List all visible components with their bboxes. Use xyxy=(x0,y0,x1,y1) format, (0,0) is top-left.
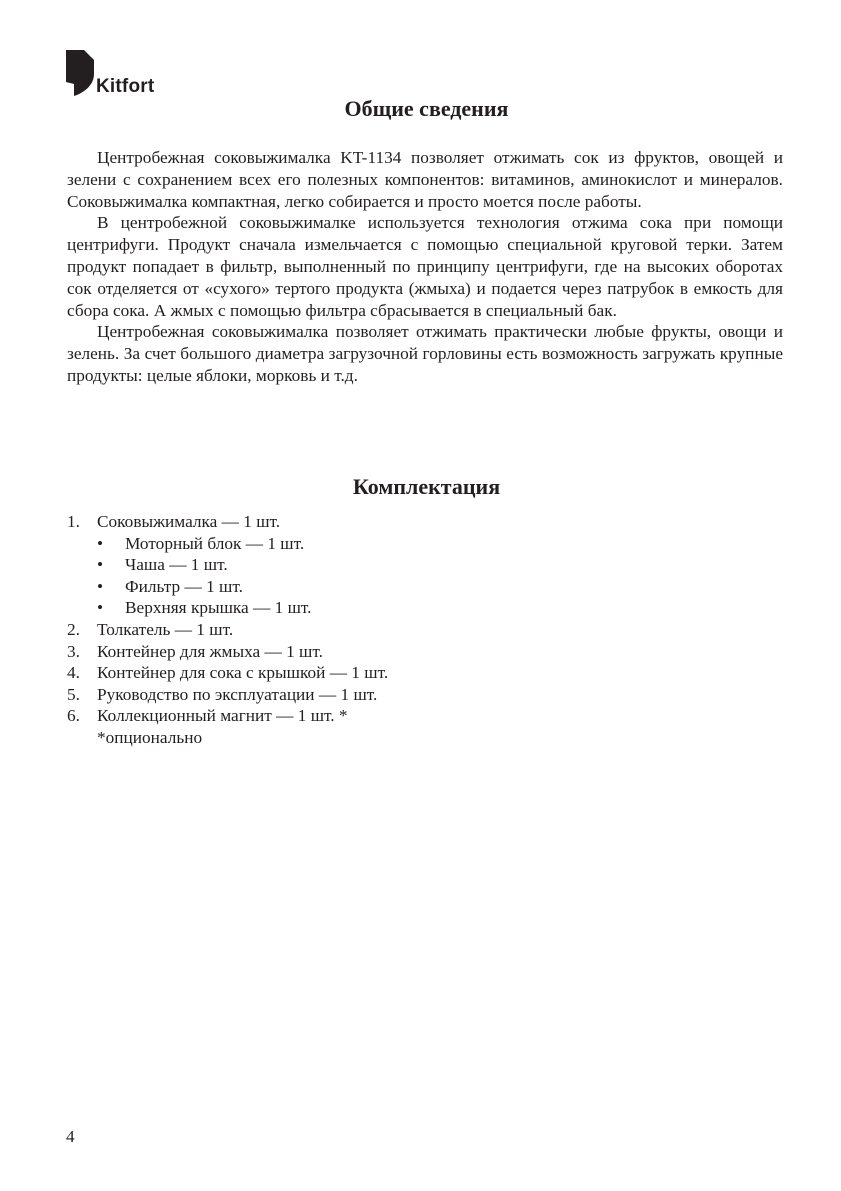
page-number: 4 xyxy=(66,1127,75,1146)
general-info-text xyxy=(67,147,783,387)
paragraph: Центробежная соковыжималка KT-1134 позволяет отжимать сок из фруктов, овощей и зелени с сохранением всех его полезных компонентов: витаминов, аминокислот и минералов. Соковыжималка компактная, легко собирается и просто моется после работы. xyxy=(67,148,783,211)
list-item xyxy=(67,662,783,684)
section-title-contents: Комплектация xyxy=(352,474,501,499)
bullet-icon: • xyxy=(97,555,104,575)
sub-list-item xyxy=(67,576,783,598)
paragraph: В центробежной соковыжималке используется технология отжима сока при помощи центрифуги. Продукт сначала измельчается с помощью специальной круговой терки. Затем продукт попадает в фильтр, выполненный по принципу центрифуги, где на высоких оборотах сок отделяется от «сухого» тертого продукта (жмыха) и подается через патрубок в емкость для сбора сока. А жмых с помощью фильтра сбрасывается в специальный бак. xyxy=(67,213,783,320)
bullet-icon: • xyxy=(97,533,104,553)
list-item xyxy=(67,619,783,641)
list-item xyxy=(67,641,783,663)
list-number: 5. xyxy=(67,684,80,704)
list-number: 1. xyxy=(67,512,80,531)
list-item-text: Руководство по эксплуатации — 1 шт. xyxy=(97,684,378,704)
contents-list xyxy=(67,511,783,749)
list-number: 3. xyxy=(67,641,80,661)
sub-list-item xyxy=(67,597,783,619)
sub-list-item xyxy=(67,554,783,576)
sub-list-item-text: Чаша — 1 шт. xyxy=(125,555,228,575)
bullet-icon: • xyxy=(97,598,104,618)
list-item-text: Контейнер для сока с крышкой — 1 шт. xyxy=(97,663,389,683)
list-number: 6. xyxy=(67,706,80,726)
kitfort-logo-icon xyxy=(66,50,94,96)
brand-logo xyxy=(66,50,154,96)
list-item-text: Коллекционный магнит — 1 шт. * xyxy=(97,706,348,726)
list-item xyxy=(67,511,783,533)
list-item-text: Контейнер для жмыха — 1 шт. xyxy=(97,641,323,661)
sub-list-item-text: Фильтр — 1 шт. xyxy=(125,576,243,596)
footnote: *опционально xyxy=(97,727,203,747)
bullet-icon: • xyxy=(97,576,104,596)
paragraph: Центробежная соковыжималка позволяет отжимать практически любые фрукты, овощи и зелень. За счет большого диаметра загрузочной горловины есть возможность загружать крупные продукты: целые яблоки, морковь и т.д. xyxy=(67,322,783,385)
list-number: 2. xyxy=(67,619,80,639)
sub-list-item-text: Верхняя крышка — 1 шт. xyxy=(125,598,312,618)
list-item-text: Толкатель — 1 шт. xyxy=(97,619,234,639)
sub-list-item-text: Моторный блок — 1 шт. xyxy=(125,533,305,553)
section-title-general: Общие сведения xyxy=(344,96,509,121)
brand-name: Kitfort xyxy=(96,76,155,97)
list-number: 4. xyxy=(67,663,80,683)
sub-list-item xyxy=(67,533,783,555)
list-item-text: Соковыжималка — 1 шт. xyxy=(97,512,281,531)
list-item xyxy=(67,705,783,727)
list-item xyxy=(67,684,783,706)
